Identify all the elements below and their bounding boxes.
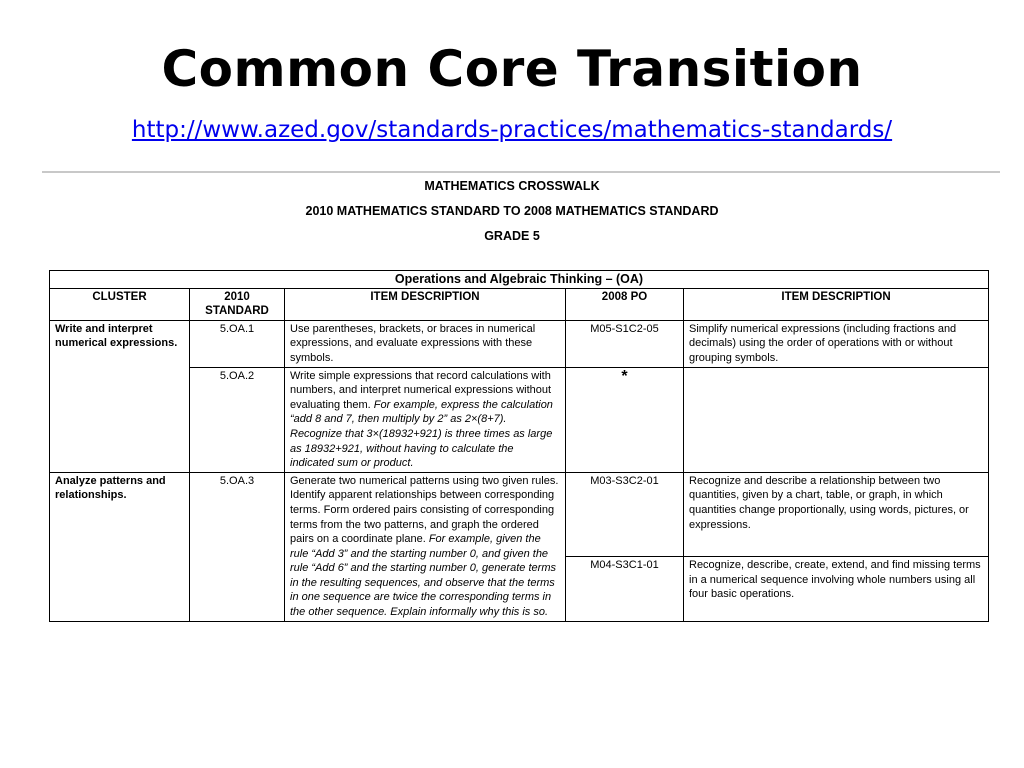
doc-heading-grade: GRADE 5 xyxy=(484,229,540,243)
description-text: Write simple expressions that record calculations with numbers, and interpret numerical expressions without evaluating them. xyxy=(290,369,552,411)
description-2010-cell: Use parentheses, brackets, or braces in numerical expressions, and evaluate expressions with these symbols. xyxy=(285,320,566,367)
description-2008-cell xyxy=(684,367,989,472)
cluster-cell: Analyze patterns and relationships. xyxy=(50,472,190,621)
description-2008-cell: Simplify numerical expressions (including fractions and decimals) using the order of operations with or without grouping symbols. xyxy=(684,320,989,367)
description-text: Generate two numerical patterns using two given rules. Identify apparent relationships between corresponding terms. Form ordered pairs consisting of corresponding terms from the two patterns, and graph the ordered pairs on a coordinate plane. xyxy=(290,474,559,546)
doc-heading-crosswalk: MATHEMATICS CROSSWALK xyxy=(424,179,600,193)
po-2008-cell xyxy=(566,367,684,472)
description-2008-cell: Recognize, describe, create, extend, and find missing terms in a numerical sequence involving whole numbers using all four basic operations. xyxy=(684,557,989,621)
description-2010-cell xyxy=(285,367,566,472)
table-row xyxy=(50,320,989,367)
description-example: For example, given the rule “Add 3” and the starting number 0, and given the rule “Add 6” and the starting number 0, generate terms in the resulting sequences, and observe that the terms in one sequence are twice the corresponding terms in the other sequence. Explain informally why this is so. xyxy=(290,533,556,619)
crosswalk-table xyxy=(49,270,989,622)
po-2008-cell: M05-S1C2-05 xyxy=(566,320,684,367)
po-2008-cell: M03-S3C2-01 xyxy=(566,472,684,557)
standard-2010-cell: 5.OA.3 xyxy=(190,472,285,621)
doc-heading-standards: 2010 MATHEMATICS STANDARD TO 2008 MATHEMATICS STANDARD xyxy=(305,204,719,218)
standards-link[interactable]: http://www.azed.gov/standards-practices/mathematics-standards/ xyxy=(131,117,893,143)
table-title: Operations and Algebraic Thinking – (OA) xyxy=(50,271,989,289)
column-header-2010-standard: 2010 STANDARD xyxy=(190,288,285,320)
po-2008-cell: M04-S3C1-01 xyxy=(566,557,684,621)
table-row xyxy=(50,472,989,557)
table-row xyxy=(50,367,989,472)
asterisk-mark: * xyxy=(621,367,628,385)
column-header-item-description-2010: ITEM DESCRIPTION xyxy=(285,288,566,320)
description-2008-cell: Recognize and describe a relationship between two quantities, given by a chart, table, or graph, in which quantities change proportionally, using words, pictures, or expressions. xyxy=(684,472,989,557)
description-2010-cell xyxy=(285,472,566,621)
standard-2010-cell: 5.OA.1 xyxy=(190,320,285,367)
slide-title: Common Core Transition xyxy=(161,40,863,98)
cluster-cell: Write and interpret numerical expressions. xyxy=(50,320,190,472)
column-header-cluster: CLUSTER xyxy=(50,288,190,320)
divider xyxy=(42,171,1000,173)
column-header-2008-po: 2008 PO xyxy=(566,288,684,320)
description-example: For example, express the calculation “add 8 and 7, then multiply by 2” as 2×(8+7). Recognize that 3×(18932+921) is three times as large as 18932+921, without having to calculate the indicated sum or product. xyxy=(290,398,553,470)
column-header-item-description-2008: ITEM DESCRIPTION xyxy=(684,288,989,320)
standard-2010-cell: 5.OA.2 xyxy=(190,367,285,472)
